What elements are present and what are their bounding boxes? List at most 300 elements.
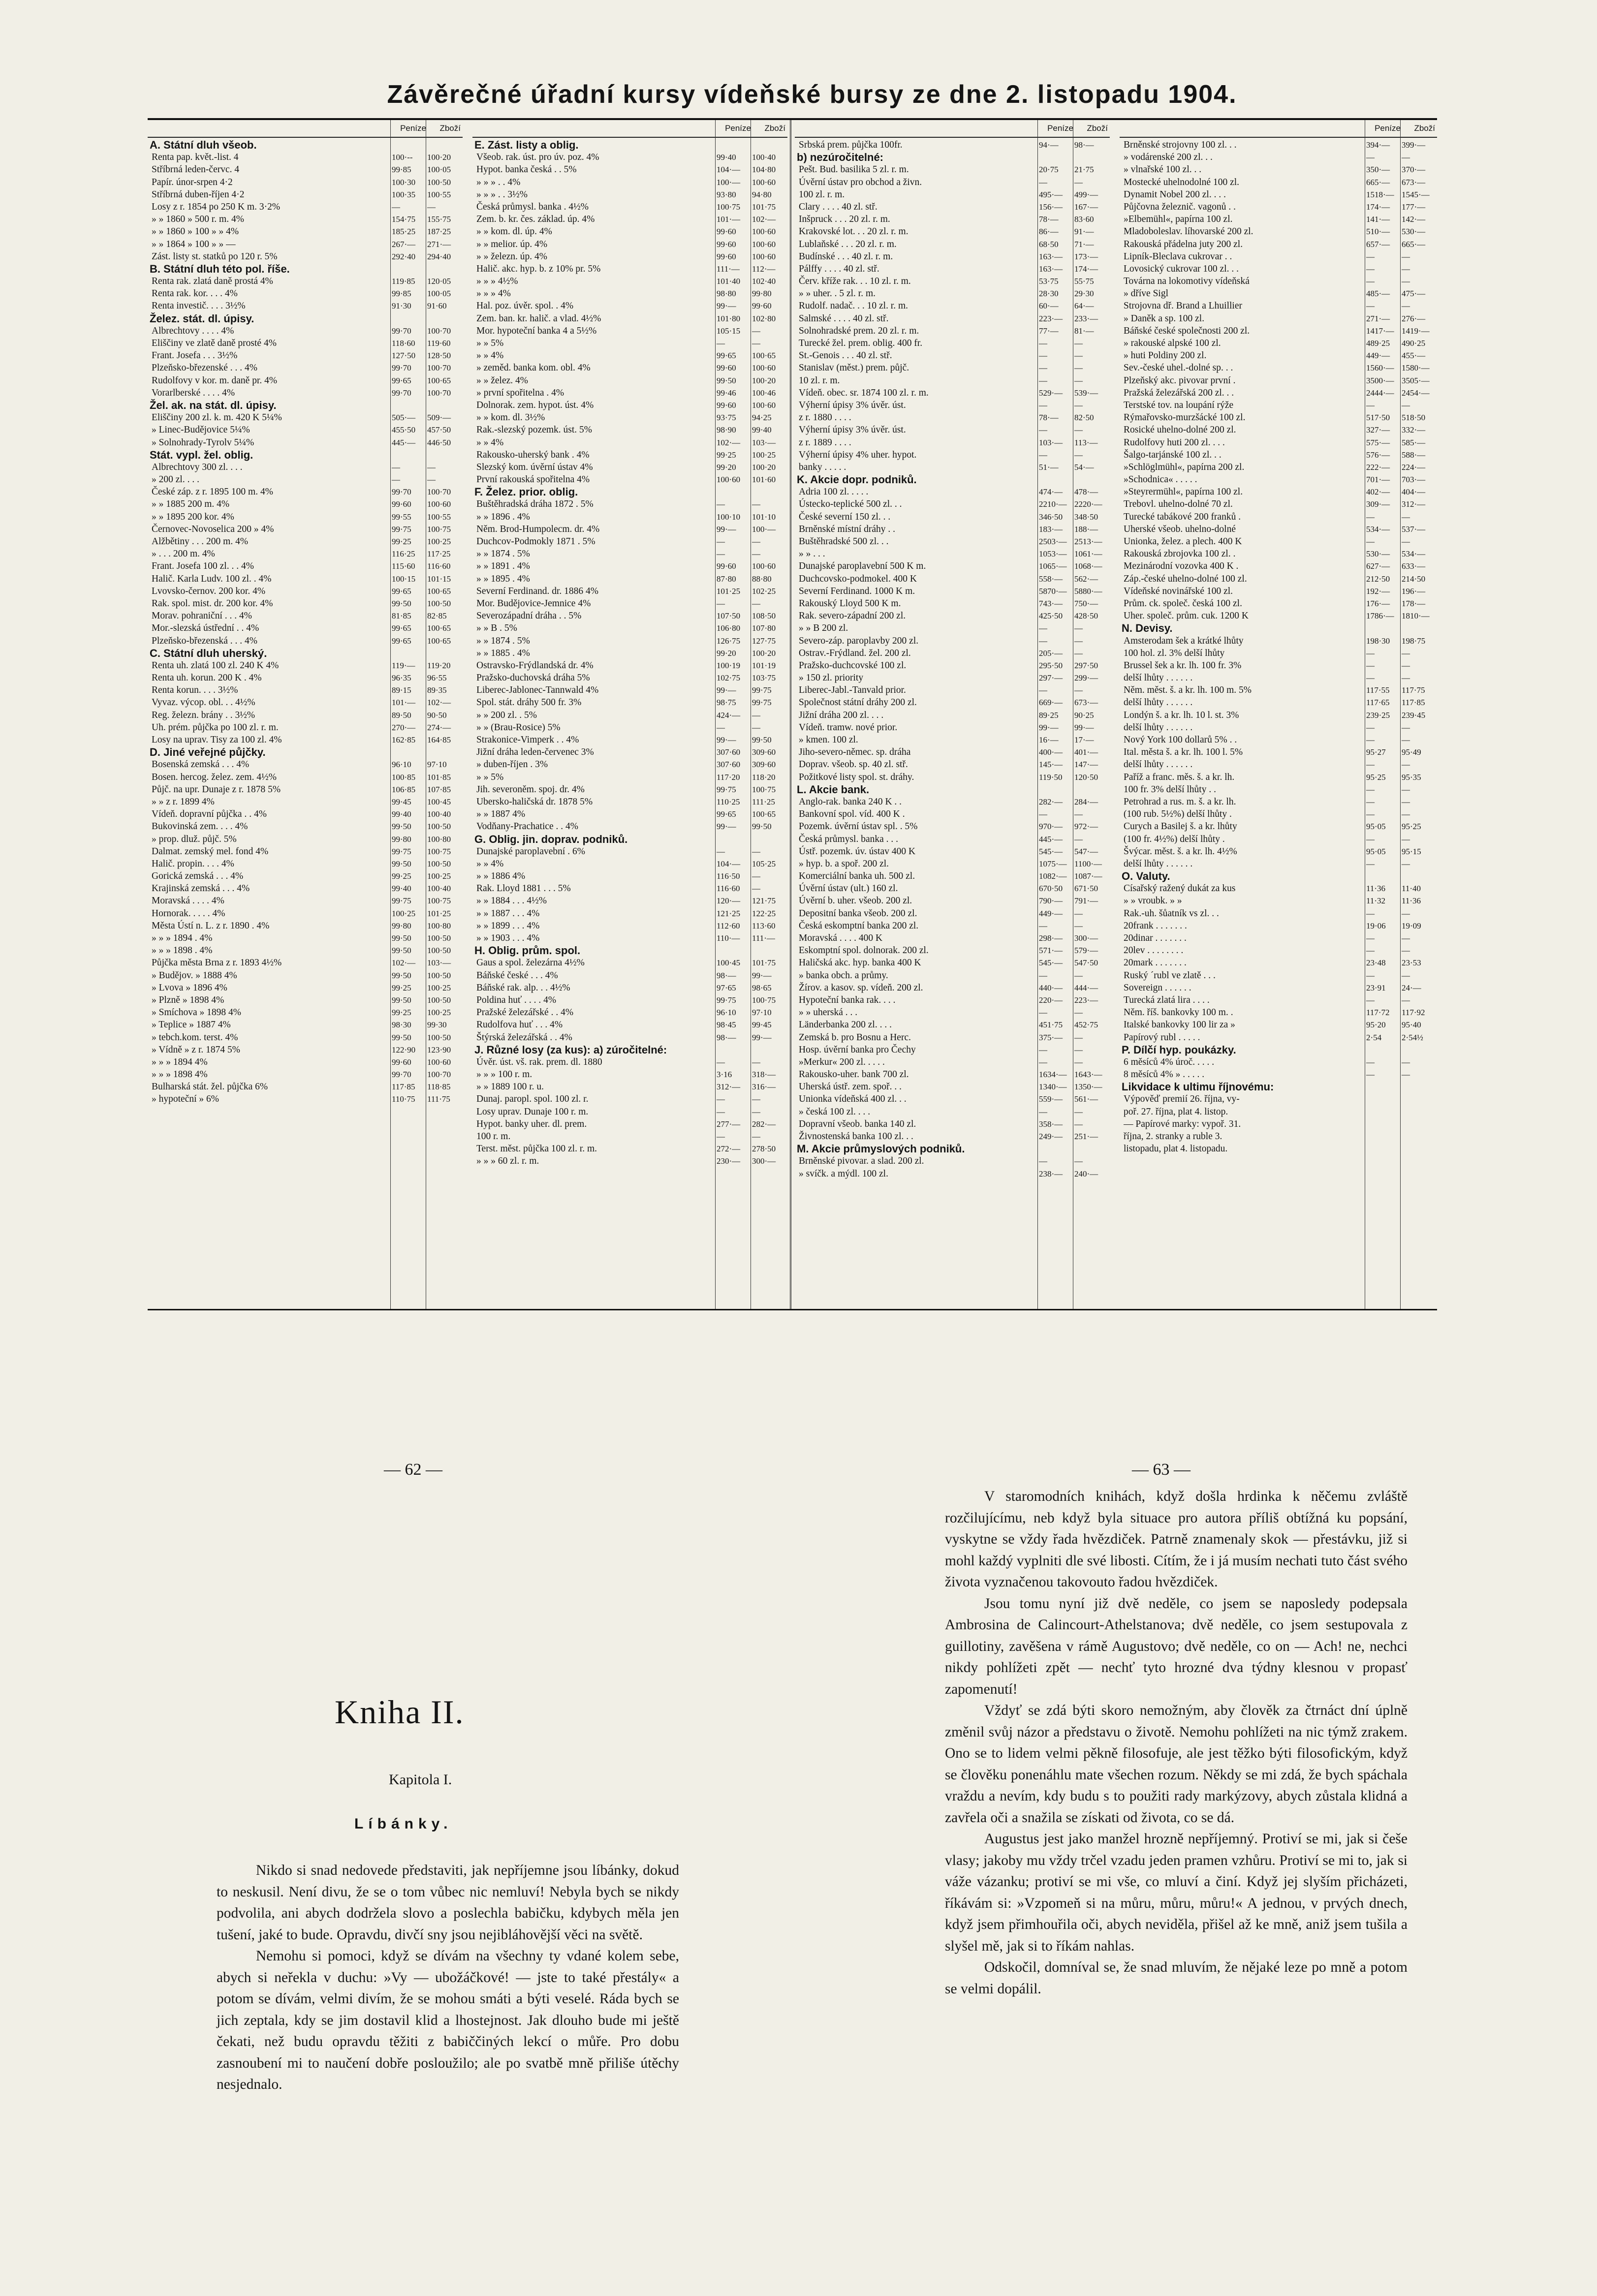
story-paragraph: Odskočil, domníval se, že snad mluvím, že nějaké leze po mně a potom se velmi dopálil. [945, 1959, 1408, 1997]
security-name: » » » 1894 4% [152, 1056, 208, 1067]
security-name: Renta uh. zlatá 100 zl. 240 K 4% [152, 660, 279, 671]
quote-row [1120, 436, 1437, 449]
quote-row [472, 312, 787, 325]
quote-row [472, 151, 787, 163]
goods-price: 100·75 [427, 846, 451, 856]
money-price: 2503·— [1039, 537, 1067, 546]
money-price: — [1039, 425, 1047, 435]
quote-row [1120, 969, 1437, 982]
security-name: delší lhůty . . . . . . [1124, 858, 1193, 869]
quote-row [472, 622, 787, 634]
security-name: » » želez. 4% [476, 375, 529, 386]
security-name: Länderbanka 200 zl. . . . [799, 1020, 892, 1030]
goods-price: 100·40 [427, 809, 451, 819]
goods-price: 3505·— [1402, 375, 1430, 385]
security-name: První rakouská spořitelna 4% [476, 474, 590, 485]
money-price: 99·50 [392, 598, 411, 608]
quote-row [1120, 263, 1437, 275]
security-name: » » uher. . 5 zl. r. m. [799, 288, 876, 299]
goods-price: 95·25 [1402, 822, 1421, 832]
quote-row [795, 399, 1110, 411]
money-price: — [717, 1132, 725, 1141]
goods-price: — [1074, 636, 1083, 646]
quote-row [148, 201, 463, 213]
money-header: Peníze [1047, 124, 1073, 133]
goods-price: 452·75 [1074, 1020, 1098, 1030]
goods-price: 188·— [1074, 524, 1098, 534]
quote-row [795, 920, 1110, 932]
quote-row [472, 882, 787, 895]
security-name: Sev.-české uhel.-dolné sp. . . [1124, 363, 1233, 373]
security-name: Báňské české společnosti 200 zl. [1124, 325, 1250, 336]
goods-price: 455·— [1402, 351, 1426, 361]
security-name: 20mark . . . . . . . [1124, 958, 1187, 968]
security-name: » vodárenské 200 zl. . . [1124, 152, 1213, 163]
security-name: » » 200 zl. . 5% [476, 710, 537, 720]
goods-price: — [1402, 995, 1410, 1005]
security-name: Anglo-rak. banka 240 K . . [799, 796, 902, 807]
quote-row [1120, 250, 1437, 263]
security-name: » banka obch. a průmy. [799, 970, 888, 981]
quote-row [795, 746, 1110, 758]
goods-price: — [1074, 970, 1083, 980]
money-price: — [1039, 1156, 1047, 1166]
security-name: Plzeňsko-březenské . . . 4% [152, 363, 257, 373]
quote-row [148, 858, 463, 870]
security-name: Severní Ferdinand. 1000 K m. [799, 586, 915, 596]
security-name: » Vídně » z r. 1874 5% [152, 1044, 240, 1055]
quote-row [795, 1006, 1110, 1019]
security-name: » » 4% [476, 858, 504, 869]
money-price: — [1366, 648, 1375, 658]
goods-price: 100·65 [427, 623, 451, 633]
money-price: 272·— [717, 1144, 741, 1154]
goods-price: — [1074, 1045, 1083, 1055]
money-price: 95·05 [1366, 846, 1386, 856]
security-name: Rak. severo-západní 200 zl. [799, 611, 906, 621]
security-name: » » 4% [476, 350, 504, 361]
security-name: F. Želez. prior. oblig. [474, 486, 578, 498]
money-price: — [717, 499, 725, 509]
security-name: Úvěr. úst. vš. rak. prem. dl. 1880 [476, 1056, 602, 1067]
security-name: P. Dílčí hyp. poukázky. [1122, 1043, 1236, 1056]
money-price: 110·— [717, 933, 740, 943]
security-name: Dynamit Nobel 200 zl. . . . [1124, 189, 1226, 200]
goods-price: — [1074, 363, 1083, 373]
security-name: Strojovna dř. Brand a Lhuillier [1124, 301, 1242, 311]
goods-price: 100·50 [427, 1032, 451, 1042]
money-price: 95·20 [1366, 1020, 1386, 1030]
goods-price: — [1074, 339, 1083, 348]
goods-price: 91·— [1074, 227, 1094, 237]
goods-price: — [1074, 450, 1083, 460]
money-price: — [1366, 946, 1375, 956]
security-name: » » » . . 4% [476, 177, 521, 187]
money-price: — [1039, 177, 1047, 187]
security-name: Půjčka města Brna z r. 1893 4½% [152, 958, 282, 968]
goods-price: — [752, 846, 760, 856]
goods-header: Zboží [439, 124, 461, 133]
quote-row [148, 870, 463, 882]
money-price: 98·— [717, 970, 736, 980]
goods-price: 90·50 [427, 710, 447, 720]
quote-row [1120, 424, 1437, 436]
quote-row [148, 411, 463, 424]
security-name: Rakousko-uher. bank 700 zl. [799, 1069, 909, 1080]
security-name: Nový York 100 dollarů 5% . . [1124, 735, 1237, 745]
goods-price: 64·— [1074, 301, 1094, 311]
security-name: Komerciální banka uh. 500 zl. [799, 871, 915, 882]
security-name: » 150 zl. priority [799, 673, 864, 683]
quote-row [1120, 833, 1437, 845]
goods-price: 1100·— [1074, 859, 1102, 869]
quote-row [1120, 498, 1437, 510]
goods-price: 100·20 [752, 462, 776, 472]
security-name: Vídeň. tramw. nové prior. [799, 722, 898, 733]
money-price: 238·— [1039, 1169, 1063, 1179]
quote-row [1120, 1093, 1437, 1105]
security-name: Rosické uhelno-dolné 200 zl. [1124, 425, 1236, 435]
quote-row [795, 758, 1110, 771]
goods-price: 972·— [1074, 822, 1098, 832]
goods-price: — [1074, 908, 1083, 918]
quote-row [472, 957, 787, 969]
goods-price: 108·50 [752, 611, 776, 621]
security-name: Plzeňsko-březenská . . . 4% [152, 635, 257, 646]
money-price: 743·— [1039, 598, 1063, 608]
money-price: 99·50 [717, 375, 736, 385]
quote-row [472, 969, 787, 982]
money-price: 505·— [392, 413, 416, 423]
security-name: Haličská akc. hyp. banka 400 K [799, 958, 921, 968]
money-price: 101·40 [717, 277, 741, 286]
security-name: Losy z r. 1854 po 250 K m. 3·2% [152, 201, 281, 212]
goods-price: 665·— [1402, 239, 1426, 249]
money-price: 790·— [1039, 896, 1063, 906]
money-price: 455·50 [392, 425, 416, 435]
security-name: Dunaj. paropl. spol. 100 zl. r. [476, 1094, 589, 1105]
goods-header: Zboží [1414, 124, 1435, 133]
money-price: 212·50 [1366, 574, 1390, 584]
money-price: 118·60 [392, 339, 415, 348]
security-name: C. Státní dluh uherský. [150, 647, 267, 659]
security-name: Eskomptní spol. dolnorak. 200 zl. [799, 945, 929, 956]
goods-price: 478·— [1074, 487, 1098, 497]
quote-row [795, 709, 1110, 721]
money-price: 98·45 [717, 1020, 736, 1030]
quote-row [472, 635, 787, 647]
money-price: 103·— [1039, 437, 1063, 447]
goods-price: 312·— [1402, 499, 1426, 509]
security-name: Výherní úpisy 3% úvěr. úst. [799, 400, 906, 410]
quote-row [472, 473, 787, 486]
security-name: 100 hol. zl. 3% delší lhůty [1124, 648, 1225, 658]
goods-price: 99·50 [752, 735, 772, 745]
goods-price: 101·60 [752, 475, 776, 485]
security-name: Lublaňské . . . 20 zl. r. m. [799, 239, 897, 249]
money-price: 99·50 [392, 933, 411, 943]
security-name: » » 5% [476, 772, 504, 782]
goods-price: 142·— [1402, 215, 1426, 224]
money-price: 99·25 [392, 871, 411, 881]
money-price: 20·75 [1039, 165, 1059, 175]
security-name: Zást. listy st. statků po 120 r. 5% [152, 251, 278, 262]
section-heading [148, 263, 463, 275]
money-price: — [1366, 995, 1375, 1005]
quote-row [1120, 684, 1437, 696]
security-name: Londýn š. a kr. lh. 10 l. st. 3% [1124, 710, 1239, 720]
quote-row [1120, 808, 1437, 820]
security-name: Brněnské strojovny 100 zl. . . [1124, 140, 1237, 150]
quote-row [795, 610, 1110, 622]
security-name: Hosp. úvěrní banka pro Čechy [799, 1044, 916, 1055]
money-price: — [1366, 797, 1375, 807]
goods-price: 116·60 [427, 561, 451, 571]
money-price: 99·60 [392, 1057, 411, 1067]
security-name: Vídeňské novinářské 100 zl. [1124, 586, 1233, 596]
quote-row [795, 213, 1110, 225]
security-name: 8 měsíců 4% » . . . . . [1124, 1069, 1205, 1080]
quote-row [148, 535, 463, 548]
money-price: 117·85 [392, 1082, 415, 1092]
security-name: Hal. poz. úvěr. spol. . 4% [476, 301, 574, 311]
money-price: 297·— [1039, 673, 1063, 683]
quote-row [1120, 982, 1437, 994]
money-price: 98·90 [717, 425, 736, 435]
money-price: 3500·— [1366, 375, 1394, 385]
security-name: Rakousko-uherský bank . 4% [476, 449, 590, 460]
goods-price: — [1402, 673, 1410, 683]
quote-row [795, 188, 1110, 201]
money-price: 162·85 [392, 735, 416, 745]
money-price: 99·50 [392, 995, 411, 1005]
quote-row [1120, 573, 1437, 585]
security-name: K. Akcie dopr. podniků. [797, 473, 917, 486]
quote-row [1120, 920, 1437, 932]
money-price: 545·— [1039, 958, 1063, 968]
section-heading [795, 473, 1110, 486]
goods-price: 105·25 [752, 859, 776, 869]
money-price: 102·75 [717, 673, 741, 683]
security-name: Brussel šek a kr. lh. 100 fr. 3% [1124, 660, 1242, 671]
quote-row [148, 176, 463, 188]
money-price: 99·70 [392, 363, 411, 373]
money-price: 701·— [1366, 475, 1390, 485]
money-price: 106·85 [392, 784, 416, 794]
security-name: z r. 1889 . . . . [799, 437, 851, 448]
security-name: Liberec-Jablonec-Tannwald 4% [476, 685, 599, 696]
money-price: 99·75 [392, 524, 411, 534]
quote-row [795, 486, 1110, 498]
quote-row [795, 300, 1110, 312]
money-price: 97·65 [717, 983, 736, 993]
money-price: 78·— [1039, 413, 1059, 423]
goods-price: 100·05 [427, 289, 451, 299]
goods-price: 673·— [1402, 177, 1426, 187]
money-price: 100·25 [392, 908, 416, 918]
goods-price: 117·85 [1402, 698, 1425, 708]
goods-price: 117·92 [1402, 1008, 1425, 1018]
quote-row [148, 511, 463, 523]
goods-price: 102·— [752, 215, 776, 224]
security-name: Hypoteční banka rak. . . . [799, 994, 896, 1005]
security-name: Bukovinská zem. . . . 4% [152, 821, 248, 832]
quote-row [795, 1031, 1110, 1044]
story-paragraph: Jsou tomu nyní již dvě neděle, co jsem se naposledy podepsala Ambrosina de Calincourt-Athelstanova; dvě neděle, co jsem sestupovala z guillotiny, zavěšena v rámě Augustovo; dvě neděle, co on — Ach! ne, nechci nikdy pohlížeti zpět — nechť tyto hrozné dva týdny klesnou v propasť zapomenutí! [945, 1595, 1408, 1697]
security-name: » » 1860 » 100 » » 4% [152, 226, 239, 237]
security-name: » zeměd. banka kom. obl. 4% [476, 363, 591, 373]
goods-price: 99·— [1074, 722, 1094, 732]
quote-row [1120, 511, 1437, 523]
quote-row [148, 920, 463, 932]
section-heading [1120, 622, 1437, 634]
money-price: 489·25 [1366, 339, 1390, 348]
goods-price: — [427, 202, 436, 212]
money-price: 99·85 [392, 165, 411, 175]
money-price: 77·— [1039, 326, 1059, 336]
quote-row [472, 411, 787, 424]
quote-row [148, 709, 463, 721]
security-name: Severní Ferdinand. dr. 1886 4% [476, 586, 599, 596]
quote-row [472, 1081, 787, 1093]
security-name: A. Státní dluh všeob. [150, 139, 257, 151]
security-name: Města Ústí n. L. z r. 1890 . 4% [152, 920, 270, 931]
goods-price: 71·— [1074, 239, 1094, 249]
security-name: poř. 27. října, plat 4. listop. [1124, 1106, 1228, 1117]
goods-price: 100·65 [752, 809, 776, 819]
goods-price: 1350·— [1074, 1082, 1102, 1092]
quote-row [472, 201, 787, 213]
page-number-left: — 62 — [384, 1460, 442, 1479]
security-name: » Linec-Budějovice 5¼% [152, 425, 250, 435]
money-price: — [1366, 512, 1375, 522]
quote-row [148, 1068, 463, 1081]
security-name: Stříbrná duben-říjen 4·2 [152, 189, 245, 200]
quote-row [472, 721, 787, 734]
quote-row [148, 287, 463, 300]
security-name: Zem. b. kr. čes. základ. úp. 4% [476, 214, 595, 225]
security-name: Vídeň. dopravní půjčka . . 4% [152, 809, 267, 820]
security-name: Spol. stát. dráhy 500 fr. 3% [476, 697, 582, 708]
security-name: » rakouské alpské 100 zl. [1124, 338, 1221, 348]
security-name: Pražsko-duchovská dráha 5% [476, 673, 590, 683]
section-heading [795, 1143, 1110, 1155]
quote-row [148, 783, 463, 796]
quote-row [795, 647, 1110, 659]
goods-price: 547·— [1074, 846, 1098, 856]
money-price: 99·65 [392, 375, 411, 385]
goods-price: 100·25 [427, 871, 451, 881]
security-name: Rak. Lloyd 1881 . . . 5% [476, 883, 571, 894]
goods-price: 100·45 [427, 797, 451, 807]
security-name: » » 1887 4% [476, 809, 526, 820]
money-price: 120·— [717, 896, 741, 906]
goods-price: 1643·— [1074, 1070, 1102, 1080]
security-name: Gorická zemská . . . 4% [152, 871, 244, 882]
money-price: 3·16 [717, 1070, 732, 1080]
quote-row [795, 957, 1110, 969]
money-price: 627·— [1366, 561, 1390, 571]
goods-price: 100·60 [752, 251, 776, 261]
quote-row [148, 969, 463, 982]
security-name: » vlnařské 100 zl. . . [1124, 164, 1202, 175]
money-price: 576·— [1366, 450, 1390, 460]
goods-price: 633·— [1402, 561, 1426, 571]
security-name: Stát. vypl. žel. oblig. [150, 448, 253, 461]
goods-price: — [1074, 1008, 1083, 1018]
quote-row [795, 1081, 1110, 1093]
quote-row [795, 1056, 1110, 1068]
security-name: » » 1884 . . . 4½% [476, 896, 547, 906]
quote-row [472, 783, 787, 796]
security-name: Červ. kříže rak. . . 10 zl. r. m. [799, 276, 911, 287]
quote-row [1120, 387, 1437, 399]
security-name: Požitkové listy spol. st. dráhy. [799, 772, 914, 782]
security-name: » » 1899 . . . 4% [476, 920, 540, 931]
goods-price: 101·25 [427, 908, 451, 918]
money-price: 99·50 [392, 946, 411, 956]
quote-row [148, 250, 463, 263]
quote-row [795, 907, 1110, 920]
security-name: Rýmařovsko-murzšácké 100 zl. [1124, 412, 1246, 423]
money-price: 282·— [1039, 797, 1063, 807]
money-price: — [1039, 1107, 1047, 1117]
goods-price: 1545·— [1402, 189, 1430, 199]
quote-row [148, 461, 463, 473]
quote-row [148, 672, 463, 684]
goods-price: — [1074, 1057, 1083, 1067]
quote-row [148, 486, 463, 498]
quote-row [1120, 399, 1437, 411]
goods-price: 99·75 [752, 685, 772, 695]
money-price: 16·— [1039, 735, 1059, 745]
quote-row [795, 250, 1110, 263]
security-name: Výpověď premií 26. října, vy- [1124, 1094, 1240, 1105]
quote-row [795, 870, 1110, 882]
money-price: 89·50 [392, 710, 411, 720]
money-price: 312·— [717, 1082, 741, 1092]
money-price: 141·— [1366, 215, 1390, 224]
money-price: 98·75 [717, 698, 736, 708]
quote-row [472, 287, 787, 300]
money-price: 126·75 [717, 636, 741, 646]
security-name: Morav. pohraniční . . . 4% [152, 611, 252, 621]
goods-price: 240·— [1074, 1169, 1098, 1179]
goods-price: 100·55 [427, 512, 451, 522]
money-price: — [1039, 375, 1047, 385]
money-price: 99·46 [717, 388, 736, 398]
security-name: » Lvova » 1896 4% [152, 982, 227, 993]
goods-price: 88·80 [752, 574, 772, 584]
goods-price: 119·20 [427, 660, 451, 670]
money-price: 116·60 [717, 884, 740, 894]
money-price: 474·— [1039, 487, 1063, 497]
money-price: 99·— [717, 524, 736, 534]
security-name: Turecká zlatá lira . . . . [1124, 994, 1210, 1005]
security-name: Renta rak. kor. . . . 4% [152, 288, 238, 299]
goods-price: 2454·— [1402, 388, 1430, 398]
security-name: Půjč. na upr. Dunaje z r. 1878 5% [152, 784, 281, 795]
goods-price: 284·— [1074, 797, 1098, 807]
quote-row [148, 796, 463, 808]
goods-price: 100·60 [752, 561, 776, 571]
quote-row [795, 201, 1110, 213]
security-name: Rak.-uh. šůatník vs zl. . . [1124, 908, 1219, 919]
money-price: 96·10 [717, 1008, 736, 1018]
goods-price: 102·25 [752, 586, 776, 596]
security-name: Výherní úpisy 3% úvěr. úst. [799, 425, 906, 435]
security-name: » dříve Sigl [1124, 288, 1168, 299]
